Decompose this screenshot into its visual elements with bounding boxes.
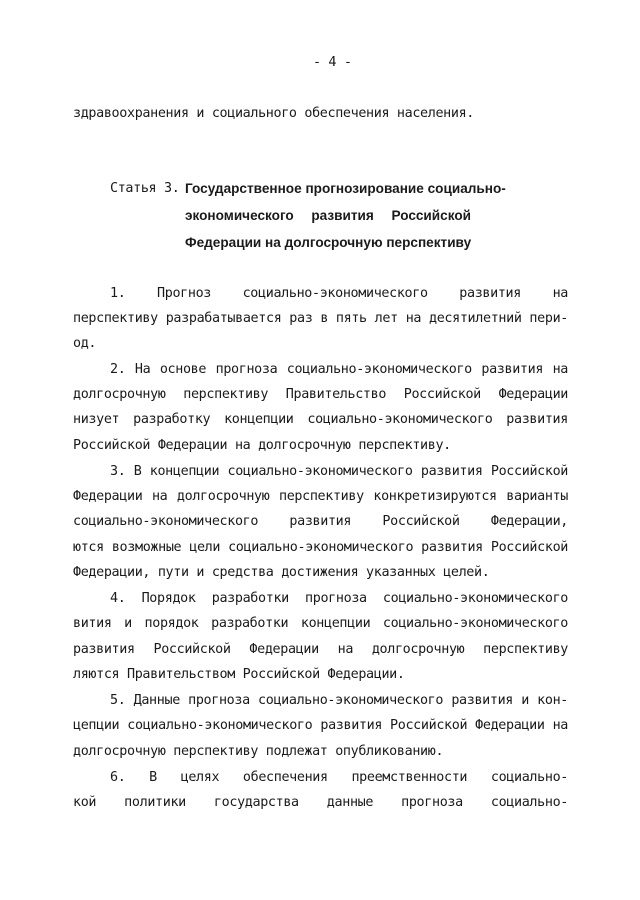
paragraph-line: низует разработку концепции социально-экономического развития [73, 412, 568, 427]
paragraph-line: ляются Правительством Российской Федерации. [73, 667, 405, 682]
paragraph-line: Федерации, пути и средства достижения указанных целей. [73, 565, 490, 580]
paragraph-line: вития и порядок разработки концепции социально-экономического [73, 616, 568, 631]
paragraph-line: развития Российской Федерации на долгосрочную перспективу [73, 642, 568, 657]
paragraph-line: 2. На основе прогноза социально-экономического развития на [110, 362, 568, 377]
paragraph-line: кой политики государства данные прогноза социально- [73, 795, 568, 810]
article-title-line: экономического развития Российской [185, 208, 471, 223]
paragraph-line: 6. В целях обеспечения преемственности социально- [110, 770, 568, 785]
paragraph-line: 4. Порядок разработки прогноза социально-экономического [110, 591, 568, 606]
page-number: - 4 - [313, 55, 352, 70]
intro-line: здравоохранения и социального обеспечения населения. [73, 106, 475, 121]
paragraph-line: Федерации на долгосрочную перспективу конкретизируются варианты [73, 489, 568, 504]
article-title-line: Федерации на долгосрочную перспективу [185, 235, 472, 250]
paragraph-line: 1. Прогноз социально-экономического развития на [110, 286, 568, 301]
paragraph-line: 3. В концепции социально-экономического развития Российской [110, 464, 568, 479]
paragraph-line: перспективу разрабатывается раз в пять лет на десятилетний пери- [73, 311, 568, 326]
paragraph-line: од. [73, 336, 97, 351]
paragraph-line: долгосрочную перспективу Правительство Российской Федерации [73, 387, 568, 402]
paragraph-line: ются возможные цели социально-экономического развития Российской [73, 540, 568, 555]
paragraph-line: цепции социально-экономического развития Российской Федерации на [73, 718, 568, 733]
paragraph-line: социально-экономического развития Российской Федерации, [73, 514, 568, 529]
paragraph-line: 5. Данные прогноза социально-экономического развития и кон- [110, 693, 568, 708]
paragraph-line: долгосрочную перспективу подлежат опубликованию. [73, 744, 444, 759]
article-title-line: Государственное прогнозирование социально- [185, 181, 506, 196]
article-label: Статья 3. [110, 181, 180, 196]
paragraph-line: Российской Федерации на долгосрочную перспективу. [73, 438, 451, 453]
